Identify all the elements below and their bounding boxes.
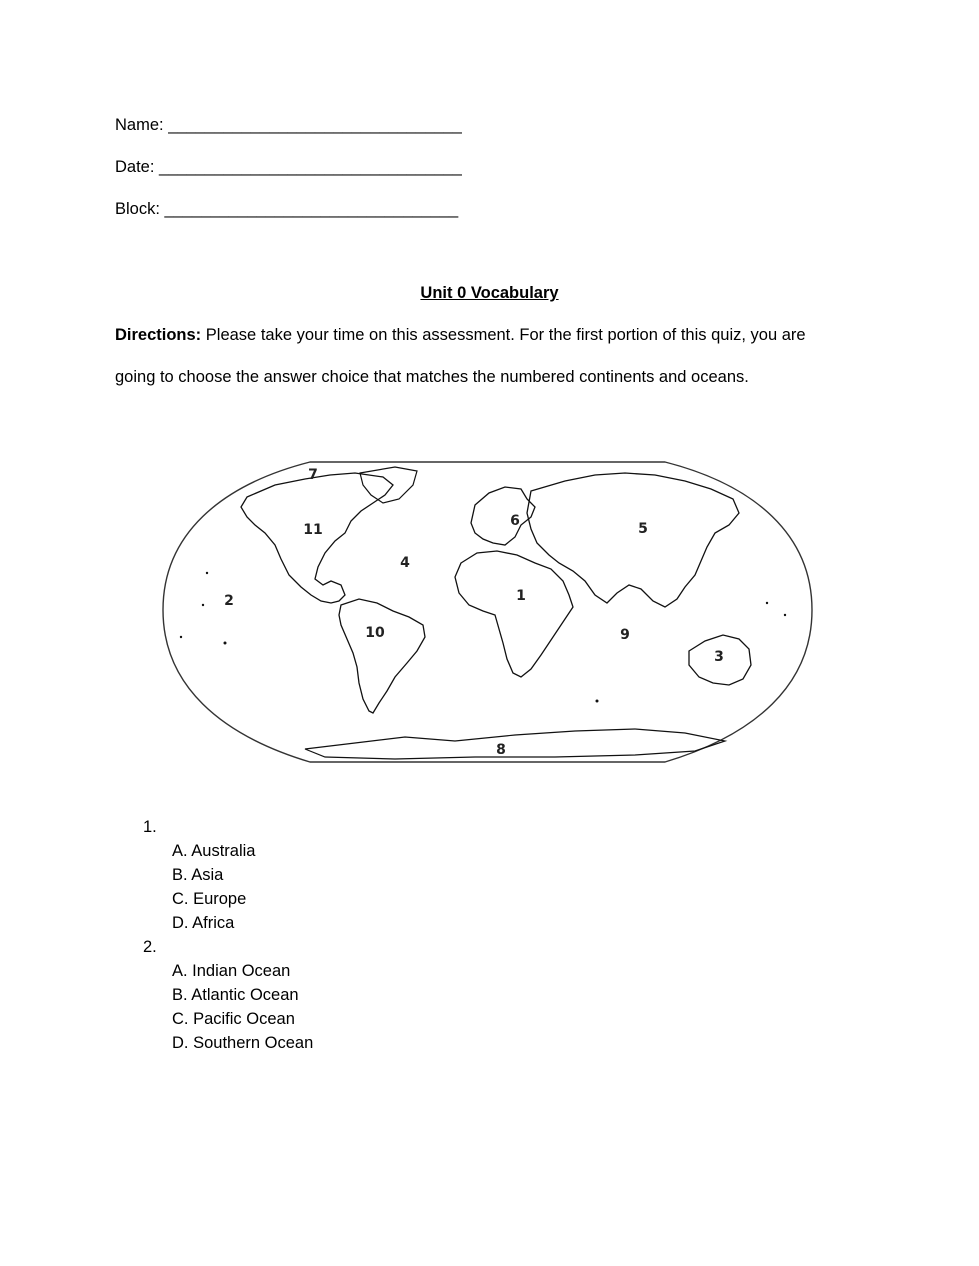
asia-outline — [527, 473, 739, 607]
world-map — [155, 455, 821, 767]
question-1-option-a[interactable]: A. Australia — [172, 842, 256, 860]
name-line[interactable]: ________________________________ — [168, 116, 462, 134]
date-line[interactable]: _________________________________ — [159, 158, 462, 176]
directions-text-1: Please take your time on this assessment. For the first portion of this quiz, you are — [205, 326, 806, 344]
question-1-option-c[interactable]: C. Europe — [172, 890, 247, 908]
map-label-6: 6 — [510, 513, 520, 529]
island-mark — [180, 636, 182, 638]
island-mark — [766, 602, 768, 604]
question-1-number: 1. — [143, 818, 157, 836]
question-2-option-d[interactable]: D. Southern Ocean — [172, 1034, 314, 1052]
directions-line-2: going to choose the answer choice that matches the numbered continents and oceans. — [115, 368, 749, 386]
date-label: Date: — [115, 158, 155, 176]
name-label: Name: — [115, 116, 164, 134]
question-2-option-b[interactable]: B. Atlantic Ocean — [172, 986, 299, 1004]
map-label-5: 5 — [638, 521, 648, 537]
map-label-9: 9 — [620, 627, 630, 643]
block-label: Block: — [115, 200, 160, 218]
page-title: Unit 0 Vocabulary — [420, 284, 559, 302]
directions-line-1 — [115, 326, 806, 345]
island-mark — [206, 572, 208, 574]
map-label-11: 11 — [303, 522, 323, 538]
map-label-10: 10 — [365, 625, 385, 641]
map-label-7: 7 — [308, 467, 318, 483]
question-2-option-a[interactable]: A. Indian Ocean — [172, 962, 291, 980]
name-field[interactable] — [115, 116, 462, 135]
date-field[interactable] — [115, 158, 462, 177]
island-mark — [596, 700, 599, 703]
europe-outline — [471, 487, 535, 545]
question-1-option-d[interactable]: D. Africa — [172, 914, 235, 932]
map-label-8: 8 — [496, 742, 506, 758]
directions-label: Directions: — [115, 326, 202, 344]
north-america-outline — [241, 473, 393, 603]
map-label-3: 3 — [714, 649, 724, 665]
island-mark — [202, 604, 204, 606]
antarctica-outline — [305, 729, 725, 759]
question-2-option-c[interactable]: C. Pacific Ocean — [172, 1010, 295, 1028]
block-field[interactable] — [115, 200, 458, 219]
africa-outline — [455, 551, 573, 677]
question-1-option-b[interactable]: B. Asia — [172, 866, 224, 884]
block-line[interactable]: ________________________________ — [164, 200, 459, 218]
map-label-2: 2 — [224, 593, 234, 609]
question-2-number: 2. — [143, 938, 157, 956]
map-label-1: 1 — [516, 588, 526, 604]
south-america-outline — [339, 599, 425, 713]
island-mark — [784, 614, 786, 616]
island-mark — [224, 642, 227, 645]
greenland-outline — [360, 467, 417, 503]
map-label-4: 4 — [400, 555, 410, 571]
